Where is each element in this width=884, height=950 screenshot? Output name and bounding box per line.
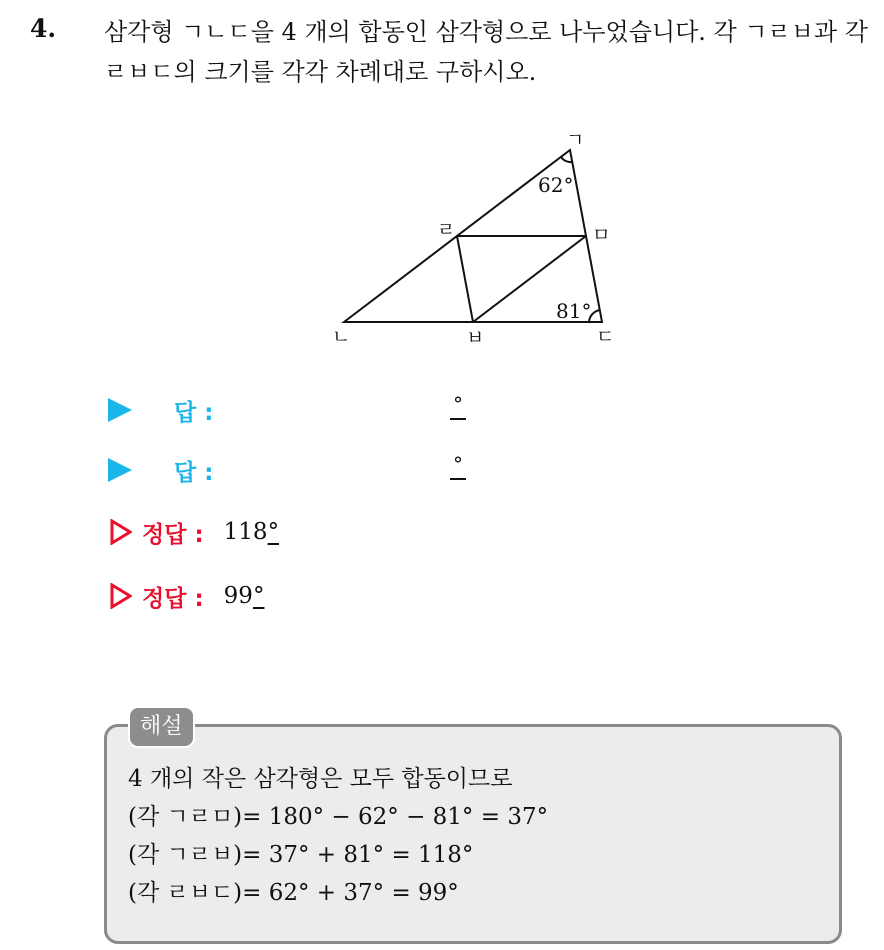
solution-tag: 해설 bbox=[128, 706, 195, 748]
degree-unit: ° bbox=[453, 452, 463, 476]
answer-row-1 bbox=[108, 392, 213, 428]
correct-number: 118 bbox=[223, 519, 268, 545]
degree-unit: ° bbox=[252, 583, 265, 609]
correct-answer-row-1 bbox=[110, 514, 279, 550]
answer-blank-2[interactable] bbox=[448, 454, 468, 480]
segment-r-b bbox=[457, 236, 473, 322]
correct-number: 99 bbox=[223, 583, 253, 609]
angle-right-label: 81° bbox=[556, 299, 592, 323]
correct-value bbox=[224, 519, 279, 545]
play-icon bbox=[108, 398, 132, 422]
vertex-n-label: ㄴ bbox=[332, 326, 351, 348]
answer-label: 답 : bbox=[174, 399, 214, 426]
angle-arc-top bbox=[561, 157, 572, 162]
correct-value bbox=[224, 583, 265, 609]
correct-answer-row-2 bbox=[110, 578, 264, 614]
answer-underline bbox=[450, 478, 466, 480]
question-text: 삼각형 ㄱㄴㄷ을 4 개의 합동인 삼각형으로 나누었습니다. 각 ㄱㄹㅂ과 각 ㄹㅂㄷ의 크기를 각각 차례대로 구하시오. bbox=[104, 18, 868, 86]
correct-label: 정답 : bbox=[142, 521, 204, 548]
question-number: 4. bbox=[30, 14, 57, 43]
vertex-r-label: ㄹ bbox=[437, 219, 456, 241]
answer-blank-1[interactable] bbox=[448, 394, 468, 420]
degree-unit: ° bbox=[453, 392, 463, 416]
outline-play-icon bbox=[110, 583, 132, 609]
vertex-g-label: ㄱ bbox=[566, 129, 585, 151]
vertex-m-label: ㅁ bbox=[592, 224, 611, 246]
solution-line: (각 ㄱㄹㅂ)= 37° + 81° = 118° bbox=[128, 842, 474, 868]
answer-row-2 bbox=[108, 452, 213, 488]
angle-top-label: 62° bbox=[538, 173, 574, 197]
play-icon bbox=[108, 458, 132, 482]
triangle-figure bbox=[320, 128, 620, 350]
solution-line: 4 개의 작은 삼각형은 모두 합동이므로 bbox=[128, 766, 513, 792]
answer-label: 답 : bbox=[174, 459, 214, 486]
vertex-b-label: ㅂ bbox=[466, 327, 485, 349]
degree-unit: ° bbox=[267, 519, 280, 545]
solution-text bbox=[128, 760, 548, 912]
solution-line: (각 ㄹㅂㄷ)= 62° + 37° = 99° bbox=[128, 880, 459, 906]
outline-play-icon bbox=[110, 519, 132, 545]
correct-label: 정답 : bbox=[142, 585, 204, 612]
vertex-d-label: ㄷ bbox=[596, 326, 615, 348]
answer-underline bbox=[450, 418, 466, 420]
solution-line: (각 ㄱㄹㅁ)= 180° − 62° − 81° = 37° bbox=[128, 804, 549, 830]
